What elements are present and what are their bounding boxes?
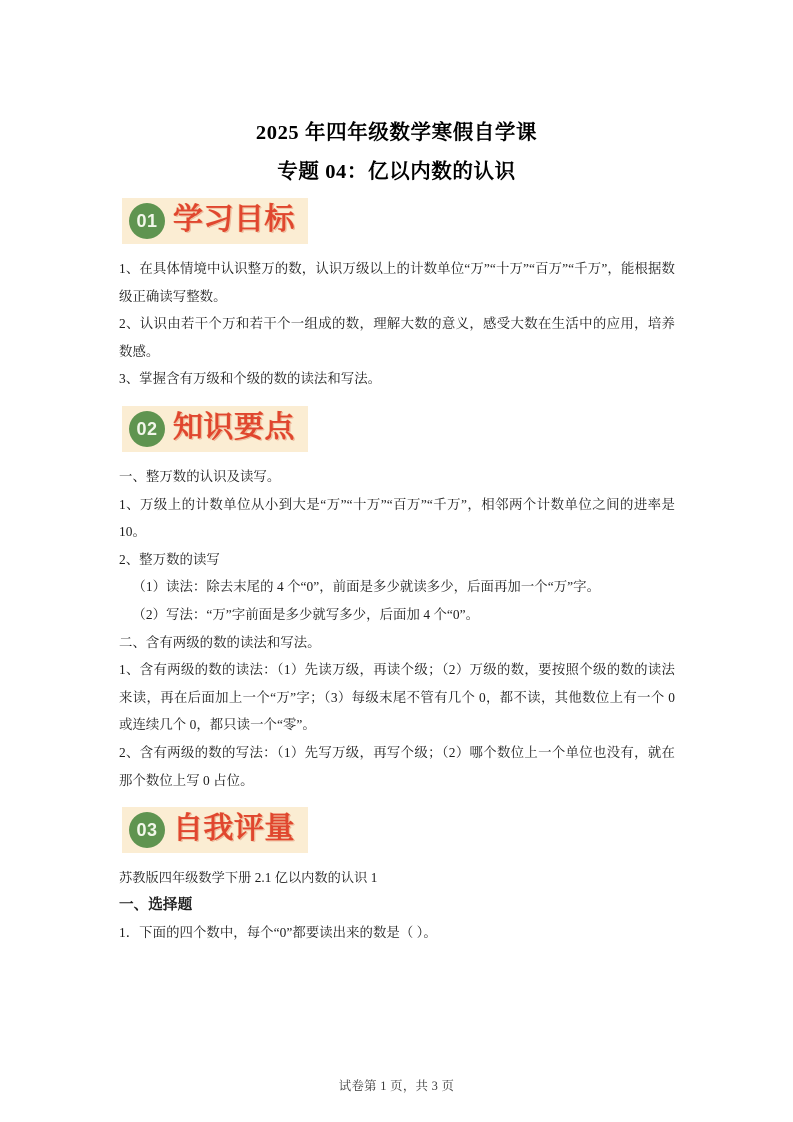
section-banner-01 (122, 198, 308, 244)
knowledge-item-1-2: 2、整万数的读写 (119, 551, 220, 567)
document-subtitle: 专题 04：亿以内数的认识 (277, 161, 516, 183)
section-heading-03: 自我评量 (173, 811, 295, 847)
document-title: 2025 年四年级数学寒假自学课 (255, 122, 538, 144)
section-heading-02: 知识要点 (173, 410, 295, 446)
section-banner-03 (122, 807, 308, 853)
knowledge-item-2-1: 1、含有两级的数的读法：（1）先读万级，再读个级；（2）万级的数，要按照个级的数的读法来读，再在后面加上一个“万”字；（3）每级末尾不管有几个 0，都不读，其他数位上有一个 0 或连续几个 0，都只读一个“零”。 (119, 662, 675, 733)
section-number-badge-02: 02 (129, 411, 165, 447)
objective-item-2: 2、认识由若干个万和若干个一组成的数，理解大数的意义，感受大数在生活中的应用，培养数感。 (119, 316, 675, 359)
objective-item-3: 3、掌握含有万级和个级的数的读法和写法。 (119, 371, 382, 387)
knowledge-item-1-2a: （1）读法：除去末尾的 4 个“0”，前面是多少就读多少，后面再加一个“万”字。 (132, 579, 601, 595)
question-group-heading: 一、选择题 (119, 896, 193, 913)
question-item-1: 1．下面的四个数中，每个“0”都要读出来的数是（ ）。 (119, 925, 437, 941)
spacer (119, 456, 675, 463)
knowledge-item-1-2b: （2）写法：“万”字前面是多少就写多少，后面加 4 个“0”。 (132, 606, 480, 622)
spacer (119, 794, 675, 807)
section-heading-01: 学习目标 (173, 202, 295, 238)
spacer (119, 857, 675, 864)
knowledge-item-1-1: 1、万级上的计数单位从小到大是“万”“十万”“百万”“千万”，相邻两个计数单位之间的进率是 10。 (119, 496, 675, 540)
document-content (119, 198, 675, 947)
knowledge-topic-1: 一、整万数的认识及读写。 (119, 468, 281, 484)
section-banner-02 (122, 406, 308, 452)
section-number-badge-01: 01 (129, 203, 165, 239)
knowledge-topic-2: 二、含有两级的数的读法和写法。 (119, 634, 321, 650)
spacer (119, 248, 675, 255)
assessment-source-note: 苏教版四年级数学下册 2.1 亿以内数的认识 1 (119, 870, 378, 886)
section-number-badge-03: 03 (129, 812, 165, 848)
page-footer: 试卷第 1 页，共 3 页 (338, 1079, 455, 1093)
knowledge-item-2-2: 2、含有两级的数的写法：（1）先写万级，再写个级；（2）哪个数位上一个单位也没有，就在那个数位上写 0 占位。 (119, 744, 675, 788)
objective-item-1: 1、在具体情境中认识整万的数，认识万级以上的计数单位“万”“十万”“百万”“千万”，能根据数级正确读写整数。 (119, 261, 675, 304)
spacer (119, 393, 675, 406)
